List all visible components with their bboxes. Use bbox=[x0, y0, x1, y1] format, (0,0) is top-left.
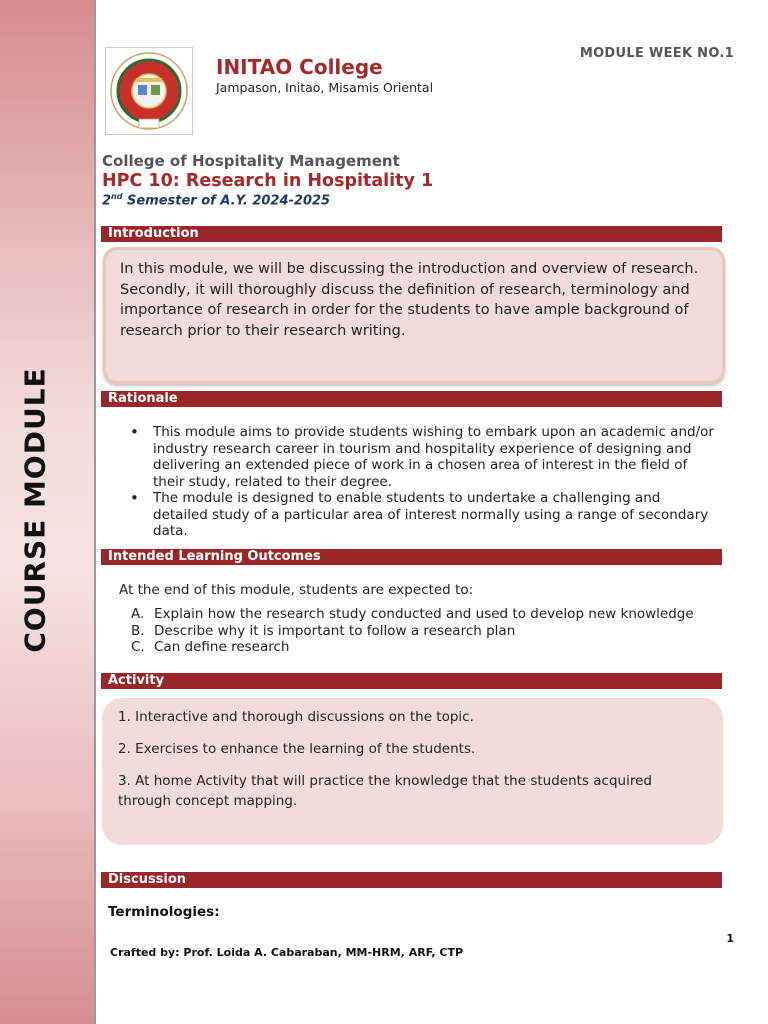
list-item: C. Can define research bbox=[131, 639, 290, 655]
ilo-intro: At the end of this module, students are expected to: bbox=[119, 582, 474, 598]
course-title: HPC 10: Research in Hospitality 1 bbox=[102, 171, 434, 191]
list-item: 2. Exercises to enhance the learning of the students. bbox=[118, 741, 476, 757]
terminologies-heading: Terminologies: bbox=[108, 904, 220, 920]
ilo-header: Intended Learning Outcomes bbox=[101, 549, 722, 565]
introduction-header: Introduction bbox=[101, 226, 722, 242]
list-item: • This module aims to provide students wishing to embark upon an academic and/or industry research career in tourism and hospitality experience of designing and delivering an extended piece of work in a chosen area of interest in the field of their study, related to their degree. bbox=[130, 424, 715, 490]
activity-panel bbox=[102, 698, 723, 845]
college-name: INITAO College bbox=[216, 55, 383, 79]
introduction-text: In this module, we will be discussing the introduction and overview of research. Secondly, it will thoroughly discuss the definition of research, terminology and importance of research in order for the students to have ample background of research prior to their research writing. bbox=[103, 247, 725, 384]
rationale-header: Rationale bbox=[101, 391, 722, 407]
college-logo bbox=[105, 47, 193, 135]
module-week-label: MODULE WEEK NO.1 bbox=[579, 46, 734, 61]
crafted-by: Crafted by: Prof. Loida A. Cabaraban, MM-HRM, ARF, CTP bbox=[110, 946, 464, 959]
list-item: 3. At home Activity that will practice the knowledge that the students acquired through concept mapping. bbox=[118, 773, 652, 809]
college-address: Jampason, Initao, Misamis Oriental bbox=[216, 80, 434, 95]
list-item: A. Explain how the research study conducted and used to develop new knowledge bbox=[131, 606, 694, 622]
sidebar-label: COURSE MODULE bbox=[18, 367, 52, 653]
activity-header: Activity bbox=[101, 673, 722, 689]
page-number: 1 bbox=[726, 932, 734, 945]
ilo-list bbox=[131, 606, 716, 656]
department-name: College of Hospitality Management bbox=[102, 152, 400, 170]
semester-label: 2nd Semester of A.Y. 2024-2025 bbox=[102, 192, 331, 209]
list-item: • The module is designed to enable students to undertake a challenging and detailed study of a particular area of interest normally using a range of secondary data. bbox=[130, 490, 715, 540]
rationale-list bbox=[130, 424, 715, 540]
list-item: 1. Interactive and thorough discussions on the topic. bbox=[118, 709, 474, 725]
list-item: B. Describe why it is important to follow a research plan bbox=[131, 622, 516, 639]
discussion-header: Discussion bbox=[101, 872, 722, 888]
sidebar-banner bbox=[0, 0, 96, 1024]
